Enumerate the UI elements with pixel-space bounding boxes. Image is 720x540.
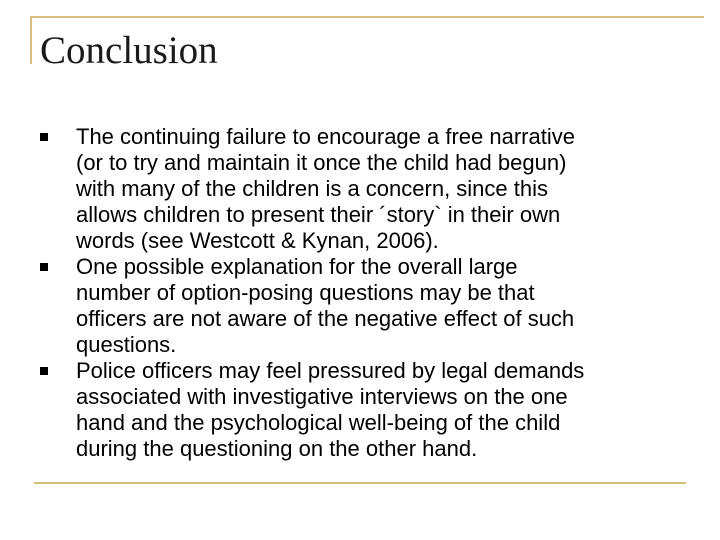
left-accent-rule <box>30 16 32 64</box>
bullet-text-3: Police officers may feel pressured by legal demands associated with investigative interviews on the one hand and the psychological well-being of the child during the questioning on the other hand. <box>76 358 585 461</box>
bullet-item-2 <box>40 254 700 358</box>
bullet-text-1: The continuing failure to encourage a free narrative (or to try and maintain it once the child had begun) with many of the children is a concern, since this allows children to present their ´story` in their own words (see Westcott & Kynan, 2006). <box>76 124 575 253</box>
slide-title: Conclusion <box>40 29 218 72</box>
bullet-text-2: One possible explanation for the overall large number of option-posing questions may be that officers are not aware of the negative effect of such questions. <box>76 254 575 357</box>
square-bullet-icon <box>40 367 48 375</box>
top-accent-rule <box>30 16 704 18</box>
square-bullet-icon <box>40 263 48 271</box>
square-bullet-icon <box>40 133 48 141</box>
bullet-list <box>40 124 700 462</box>
bottom-accent-rule <box>34 482 686 484</box>
bullet-item-1 <box>40 124 700 254</box>
bullet-item-3 <box>40 358 700 462</box>
